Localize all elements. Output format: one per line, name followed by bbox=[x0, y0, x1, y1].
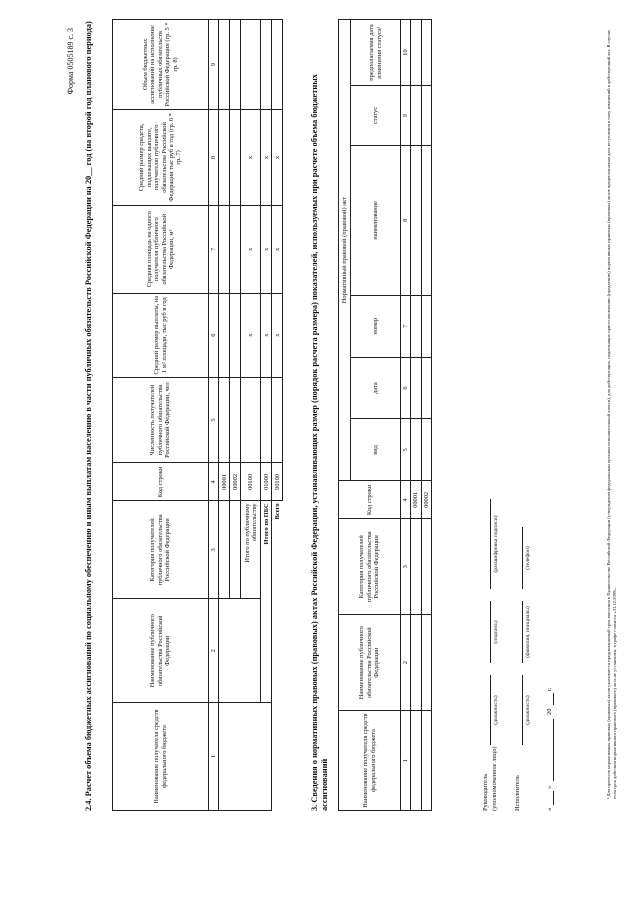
data-cell[interactable] bbox=[421, 20, 431, 86]
budget-header-row bbox=[113, 20, 209, 811]
column-number: 10 bbox=[401, 20, 411, 86]
data-cell[interactable] bbox=[219, 109, 230, 205]
data-cell[interactable] bbox=[219, 293, 230, 377]
row-code: 00001 bbox=[219, 463, 230, 501]
data-cell[interactable] bbox=[261, 20, 272, 110]
budget-header: Объем бюджетных ассигнований на исполнение публичных обязательств Российской Федерации (гр. 5 * гр. 8) bbox=[113, 20, 209, 110]
column-number: 7 bbox=[401, 295, 411, 357]
data-cell[interactable] bbox=[261, 377, 272, 463]
npa-subheader: номер bbox=[351, 295, 401, 357]
data-cell[interactable] bbox=[421, 357, 431, 419]
data-cell[interactable] bbox=[230, 377, 241, 463]
x-mark: x bbox=[272, 205, 283, 293]
data-cell[interactable] bbox=[421, 615, 431, 711]
x-mark: x bbox=[241, 293, 261, 377]
head-caption: (подпись) bbox=[493, 620, 499, 644]
data-cell[interactable] bbox=[230, 293, 241, 377]
itogo-pbs-row bbox=[261, 20, 272, 811]
table-row bbox=[411, 20, 421, 811]
data-cell[interactable] bbox=[272, 377, 283, 463]
data-cell[interactable] bbox=[230, 109, 241, 205]
data-cell[interactable] bbox=[411, 419, 421, 481]
x-mark: x bbox=[261, 293, 272, 377]
npa-header: Наименование получателя средств федерального бюджета bbox=[339, 711, 401, 811]
row-code: 00002 bbox=[230, 463, 241, 501]
date-year-suffix: г. bbox=[546, 687, 553, 691]
column-number: 6 bbox=[209, 293, 219, 377]
section-2-4-title: 2.4. Расчет объема бюджетных ассигнований по социальному обеспечению и иным выплатам населению в части публичных обязательств Российской Федерации на 20__ год (на второй год планового периода) bbox=[84, 21, 93, 811]
data-cell[interactable] bbox=[411, 20, 421, 86]
column-number: 9 bbox=[209, 20, 219, 110]
data-cell[interactable] bbox=[411, 86, 421, 146]
exec-caption: (фамилия, инициалы) bbox=[525, 606, 531, 658]
npa-table bbox=[338, 19, 432, 811]
exec-name-line[interactable] bbox=[522, 601, 523, 663]
budget-header: Категория получателей публичного обязательства Российской Федерации bbox=[113, 501, 209, 599]
budget-header: Средний размер средств, подлежащих выплате, получателю публичного обязательства Российской Федерации тыс руб в год (гр. 6 * гр. 7) bbox=[113, 109, 209, 205]
head-name-line[interactable] bbox=[490, 499, 491, 589]
vsego-label: Всего bbox=[272, 501, 283, 811]
x-mark: x bbox=[241, 205, 261, 293]
row-code: 90100 bbox=[272, 463, 283, 501]
npa-subheader: наименование bbox=[351, 145, 401, 295]
head-position-line[interactable] bbox=[490, 675, 491, 745]
column-number: 2 bbox=[209, 599, 219, 703]
exec-position-line[interactable] bbox=[522, 675, 523, 745]
data-cell[interactable] bbox=[411, 295, 421, 357]
data-cell[interactable] bbox=[219, 377, 230, 463]
npa-header: Наименование публичного обязательства Российской Федерации bbox=[339, 615, 401, 711]
data-cell[interactable] bbox=[421, 419, 431, 481]
npa-group-header: Нормативный правовой (правовой) акт bbox=[339, 20, 351, 481]
head-caption: (должность) bbox=[493, 695, 499, 725]
data-cell[interactable] bbox=[421, 711, 431, 811]
data-cell[interactable] bbox=[219, 205, 230, 293]
date-year-prefix: 20 bbox=[546, 708, 553, 715]
column-number: 3 bbox=[401, 519, 411, 615]
row-code: 00001 bbox=[411, 481, 421, 519]
budget-column-numbers bbox=[209, 20, 219, 811]
column-number: 7 bbox=[209, 205, 219, 293]
column-number: 4 bbox=[209, 463, 219, 501]
table-row bbox=[421, 20, 431, 811]
form-reference: Форма 0505189 с. 3 bbox=[66, 28, 75, 95]
column-number: 9 bbox=[401, 86, 411, 146]
npa-subheader: статус bbox=[351, 86, 401, 146]
x-mark: x bbox=[272, 109, 283, 205]
npa-subheader: дата bbox=[351, 357, 401, 419]
column-number: 6 bbox=[401, 357, 411, 419]
head-sub-label: (уполномоченное лицо) bbox=[491, 746, 498, 811]
head-label: Руководитель bbox=[482, 773, 489, 811]
category-cell[interactable] bbox=[219, 501, 230, 599]
data-cell[interactable] bbox=[411, 145, 421, 295]
npa-header-row bbox=[339, 20, 351, 811]
exec-phone-line[interactable] bbox=[522, 527, 523, 589]
vsego-row bbox=[272, 20, 283, 811]
data-cell[interactable] bbox=[411, 519, 421, 615]
row-code: 00100 bbox=[241, 463, 261, 501]
column-number: 8 bbox=[401, 145, 411, 295]
itogo-pbs-label: Итого по ПБС bbox=[261, 501, 272, 703]
budget-header: Численность получателей публичного обязательства Российской Федерации, чел bbox=[113, 377, 209, 463]
section-3-title: 3. Сведения о нормативных правовых (правовых) актах Российской Федерации, устанавливающих размер (порядок расчета размера) показателей, используемых при расчете объема бюджетных ассигнований bbox=[310, 74, 329, 811]
npa-header: Код строки bbox=[339, 481, 401, 519]
data-cell[interactable] bbox=[421, 145, 431, 295]
executor-label: Исполнитель bbox=[514, 775, 521, 811]
table-row bbox=[219, 20, 230, 811]
budget-header: Код строки bbox=[113, 463, 209, 501]
budget-table bbox=[112, 19, 283, 811]
column-number: 4 bbox=[401, 481, 411, 519]
column-number: 3 bbox=[209, 501, 219, 599]
column-number: 8 bbox=[209, 109, 219, 205]
obligation-cell[interactable] bbox=[219, 599, 261, 703]
row-code: 00002 bbox=[421, 481, 431, 519]
column-number: 2 bbox=[401, 615, 411, 711]
x-mark: x bbox=[241, 109, 261, 205]
head-signature-line[interactable] bbox=[490, 601, 491, 663]
data-cell[interactable] bbox=[421, 519, 431, 615]
date-quote-open: « bbox=[546, 807, 553, 811]
data-cell[interactable] bbox=[421, 86, 431, 146]
npa-header: Категория получателей публичного обязательства Российской Федерации bbox=[339, 519, 401, 615]
itogo-label: Итого по публичному обязательству bbox=[241, 501, 261, 599]
data-cell[interactable] bbox=[411, 357, 421, 419]
category-cell[interactable] bbox=[230, 501, 241, 599]
column-number: 5 bbox=[209, 377, 219, 463]
recipient-cell[interactable] bbox=[219, 703, 272, 811]
budget-header: Наименование публичного обязательства Российской Федерации bbox=[113, 599, 209, 703]
column-number: 1 bbox=[209, 703, 219, 811]
head-caption: (расшифровка подписи) bbox=[493, 515, 499, 573]
data-cell[interactable] bbox=[230, 205, 241, 293]
column-number: 5 bbox=[401, 419, 411, 481]
npa-subheader: предполагаемая дата изменения статуса¹ bbox=[351, 20, 401, 86]
row-code: 01000 bbox=[261, 463, 272, 501]
data-cell[interactable] bbox=[411, 615, 421, 711]
data-cell[interactable] bbox=[421, 295, 431, 357]
data-cell[interactable] bbox=[411, 711, 421, 811]
date-month-line[interactable] bbox=[553, 719, 554, 781]
data-cell[interactable] bbox=[272, 20, 283, 110]
budget-header: Наименование получателя средств федерального бюджета bbox=[113, 703, 209, 811]
npa-subheader: вид bbox=[351, 419, 401, 481]
column-number: 1 bbox=[401, 711, 411, 811]
footnote: ¹ Для проектов нормативных правовых (правовых) актов указывается предполагаемый срок внесения в Правительство Российской Федерации (утверждения федеральным органом исполнительной власти), для действующих, подлежащих приостановлению (продлению) нормативных правовых (правовых) актов предполагаемая дата вступления в силу изменений в действующий акт. В случае, если срок действия нормативного правового (правового) акта не установлен, в графе ставится «31.12.2099». bbox=[606, 29, 617, 799]
x-mark: x bbox=[272, 293, 283, 377]
date-day-line[interactable] bbox=[553, 791, 554, 805]
exec-caption: (должность) bbox=[525, 695, 531, 725]
x-mark: x bbox=[261, 109, 272, 205]
x-mark: x bbox=[261, 205, 272, 293]
budget-header: Средняя площадь на одного получателя публичного обязательства Российской Федерации, м² bbox=[113, 205, 209, 293]
data-cell[interactable] bbox=[241, 20, 261, 110]
data-cell[interactable] bbox=[219, 20, 230, 110]
date-quote-close: » bbox=[546, 785, 553, 789]
data-cell[interactable] bbox=[230, 20, 241, 110]
exec-caption: (телефон) bbox=[525, 546, 531, 570]
budget-header: Средний размер выплаты, на 1 м² площади, тыс руб в год bbox=[113, 293, 209, 377]
npa-column-numbers bbox=[401, 20, 411, 811]
data-cell[interactable] bbox=[241, 377, 261, 463]
date-year-line[interactable] bbox=[553, 693, 554, 705]
